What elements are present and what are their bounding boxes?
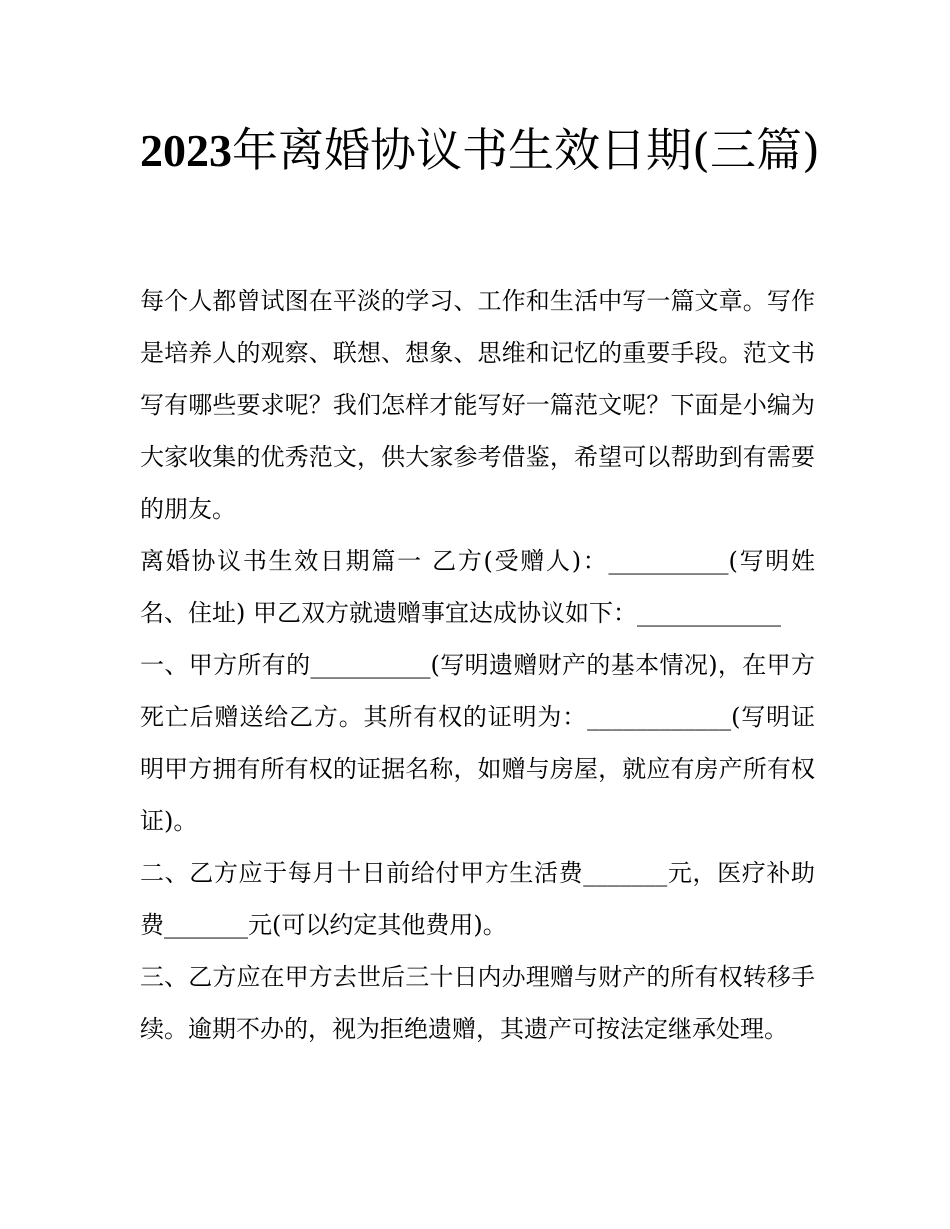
paragraph-clause-1: 一、甲方所有的__________(写明遗赠财产的基本情况)，在甲方死亡后赠送给乙方。其所有权的证明为：____________(写明证明甲方拥有所有权的证据名称，如赠与房屋，就应有房产所有权证)。	[140, 651, 815, 835]
document-title	[140, 110, 820, 191]
document-body	[140, 275, 815, 1055]
paragraph-intro: 每个人都曾试图在平淡的学习、工作和生活中写一篇文章。写作是培养人的观察、联想、想象、思维和记忆的重要手段。范文书写有哪些要求呢？我们怎样才能写好一篇范文呢？下面是小编为大家收集的优秀范文，供大家参考借鉴，希望可以帮助到有需要的朋友。	[140, 287, 815, 523]
paragraph-clause-3: 三、乙方应在甲方去世后三十日内办理赠与财产的所有权转移手续。逾期不办的，视为拒绝遗赠，其遗产可按法定继承处理。	[140, 963, 815, 1043]
paragraph-clause-2: 二、乙方应于每月十日前给付甲方生活费_______元，医疗补助费_______元(可以约定其他费用)。	[140, 859, 815, 939]
title-text: 年离婚协议书生效日期(三篇)	[232, 123, 820, 177]
title-year: 2023	[140, 125, 232, 176]
paragraph-agreement-header: 离婚协议书生效日期篇一 乙方(受赠人)：__________(写明姓名、住址) 甲乙双方就遗赠事宜达成协议如下：____________	[140, 547, 815, 627]
